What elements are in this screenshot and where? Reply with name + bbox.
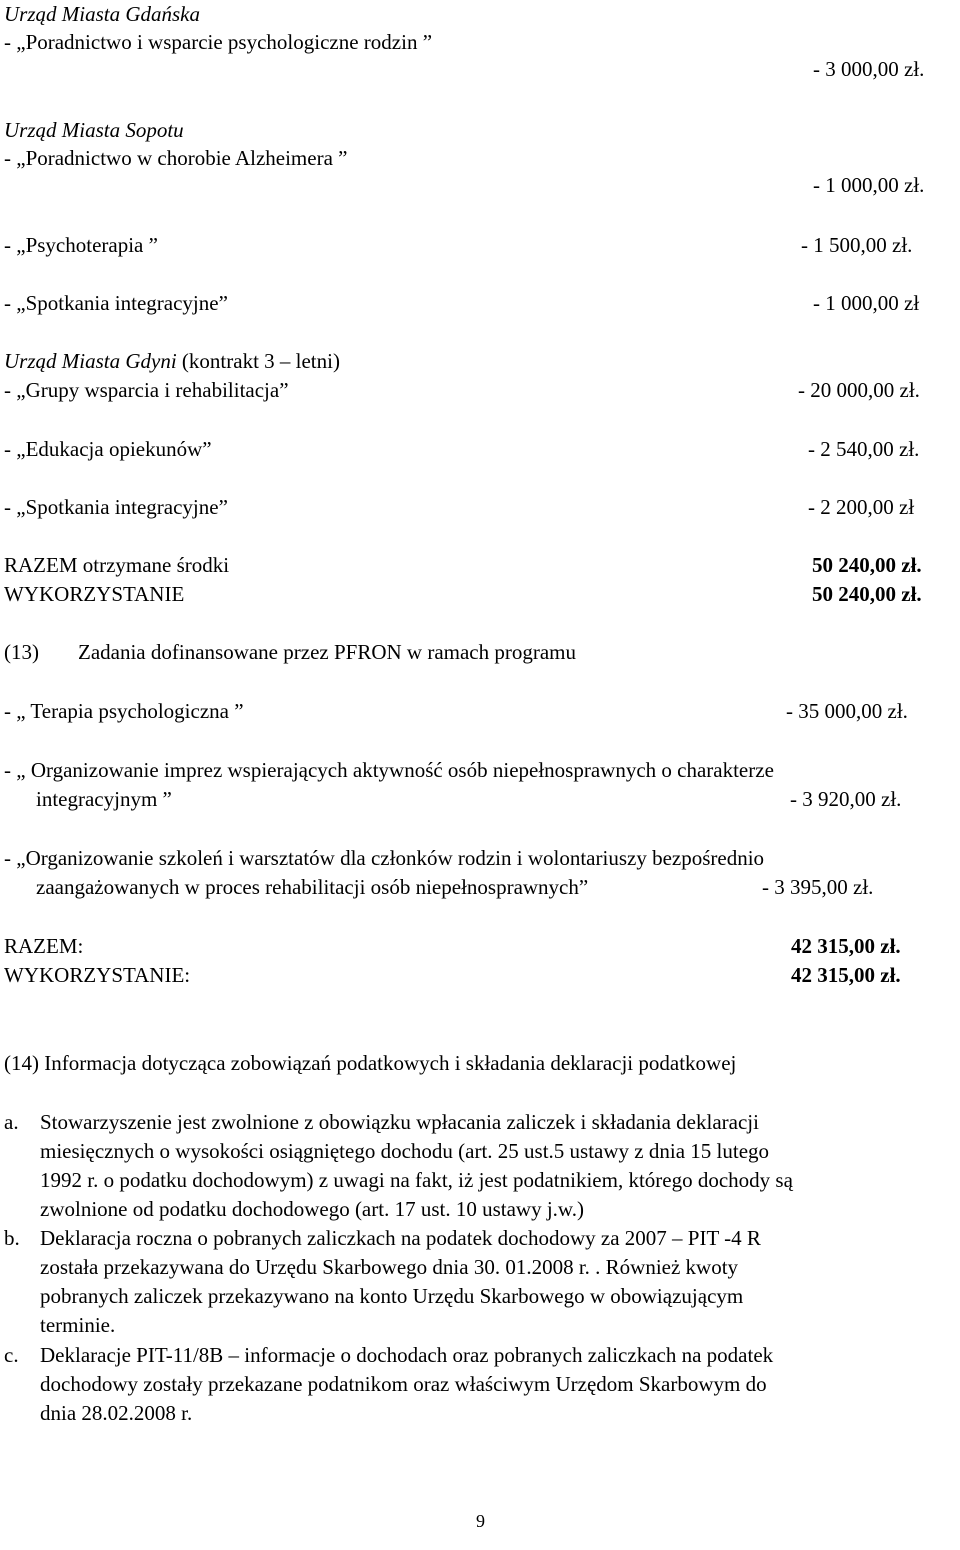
item-gdynia-3: - „Spotkania integracyjne” (4, 495, 228, 519)
section13-item-3-line1: - „Organizowanie szkoleń i warsztatów dla członków rodzin i wolontariuszy bezpośrednio (4, 846, 765, 870)
section13-item-3-line2: zaangażowanych w proces rehabilitacji osób niepełnosprawnych” (36, 875, 589, 899)
section13-used-label: WYKORZYSTANIE: (4, 963, 191, 987)
amount-sopot-1: - 1 000,00 zł. (813, 173, 925, 197)
section14-c-line: dnia 28.02.2008 r. (40, 1401, 193, 1425)
section13-item-2-line1: - „ Organizowanie imprez wspierających aktywność osób niepełnosprawnych o charakterze (4, 758, 774, 782)
section13-number: (13) (4, 640, 39, 664)
section14-c-line: dochodowy zostały przekazane podatnikom oraz właściwym Urzędom Skarbowym do (40, 1372, 767, 1396)
section14-b-line: pobranych zaliczek przekazywano na konto Urzędu Skarbowego w obowiązującym (40, 1284, 744, 1308)
section13-amount-2: - 3 920,00 zł. (790, 787, 902, 811)
section14-title: (14) Informacja dotycząca zobowiązań podatkowych i składania deklaracji podatkowej (4, 1051, 737, 1075)
section14-b-line: została przekazywana do Urzędu Skarbowego dnia 30. 01.2008 r. . Również kwoty (40, 1255, 739, 1279)
section14-b-marker: b. (4, 1226, 20, 1250)
amount-gdynia-2: - 2 540,00 zł. (808, 437, 920, 461)
section14-c-line: Deklaracje PIT-11/8B – informacje o dochodach oraz pobranych zaliczkach na podatek (40, 1343, 774, 1367)
item-sopot-3: - „Spotkania integracyjne” (4, 291, 228, 315)
section13-item-1: - „ Terapia psychologiczna ” (4, 699, 244, 723)
section14-a-line: miesięcznych o wysokości osiągniętego dochodu (art. 25 ust.5 ustawy z dnia 15 lutego (40, 1139, 770, 1163)
section13-amount-3: - 3 395,00 zł. (762, 875, 874, 899)
amount-gdynia-1: - 20 000,00 zł. (798, 378, 920, 402)
section14-c-marker: c. (4, 1343, 19, 1367)
item-gdansk-1: - „Poradnictwo i wsparcie psychologiczne rodzin ” (4, 30, 433, 54)
section13-total-value: 42 315,00 zł. (791, 934, 901, 958)
summary-received-value: 50 240,00 zł. (812, 553, 922, 577)
org-gdynia: Urząd Miasta Gdyni (4, 349, 177, 373)
summary-used-label: WYKORZYSTANIE (4, 582, 185, 606)
section13-total-label: RAZEM: (4, 934, 84, 958)
item-sopot-2: - „Psychoterapia ” (4, 233, 158, 257)
org-sopot: Urząd Miasta Sopotu (4, 118, 184, 142)
section14-b-line: Deklaracja roczna o pobranych zaliczkach na podatek dochodowy za 2007 – PIT -4 R (40, 1226, 761, 1250)
amount-gdynia-3: - 2 200,00 zł (808, 495, 915, 519)
page-number: 9 (476, 1511, 485, 1531)
item-sopot-1: - „Poradnictwo w chorobie Alzheimera ” (4, 146, 348, 170)
section14-a-marker: a. (4, 1110, 19, 1134)
amount-gdansk-1: - 3 000,00 zł. (813, 57, 925, 81)
section14-a-line: Stowarzyszenie jest zwolnione z obowiązku wpłacania zaliczek i składania deklaracji (40, 1110, 759, 1134)
summary-used-value: 50 240,00 zł. (812, 582, 922, 606)
section14-a-line: zwolnione od podatku dochodowego (art. 17 ust. 10 ustawy j.w.) (40, 1197, 584, 1221)
item-gdynia-1: - „Grupy wsparcia i rehabilitacja” (4, 378, 289, 402)
section13-amount-1: - 35 000,00 zł. (786, 699, 908, 723)
amount-sopot-3: - 1 000,00 zł (813, 291, 920, 315)
org-gdynia-note: (kontrakt 3 – letni) (181, 349, 340, 373)
section14-a-line: 1992 r. o podatku dochodowym) z uwagi na fakt, iż jest podatnikiem, którego dochody są (40, 1168, 793, 1192)
section14-b-line: terminie. (40, 1313, 116, 1337)
section13-item-2-line2: integracyjnym ” (36, 787, 172, 811)
summary-received-label: RAZEM otrzymane środki (4, 553, 230, 577)
amount-sopot-2: - 1 500,00 zł. (801, 233, 913, 257)
section13-used-value: 42 315,00 zł. (791, 963, 901, 987)
org-gdansk: Urząd Miasta Gdańska (4, 2, 201, 26)
section13-title: Zadania dofinansowane przez PFRON w ramach programu (78, 640, 577, 664)
item-gdynia-2: - „Edukacja opiekunów” (4, 437, 212, 461)
org-gdynia-line (4, 347, 340, 376)
